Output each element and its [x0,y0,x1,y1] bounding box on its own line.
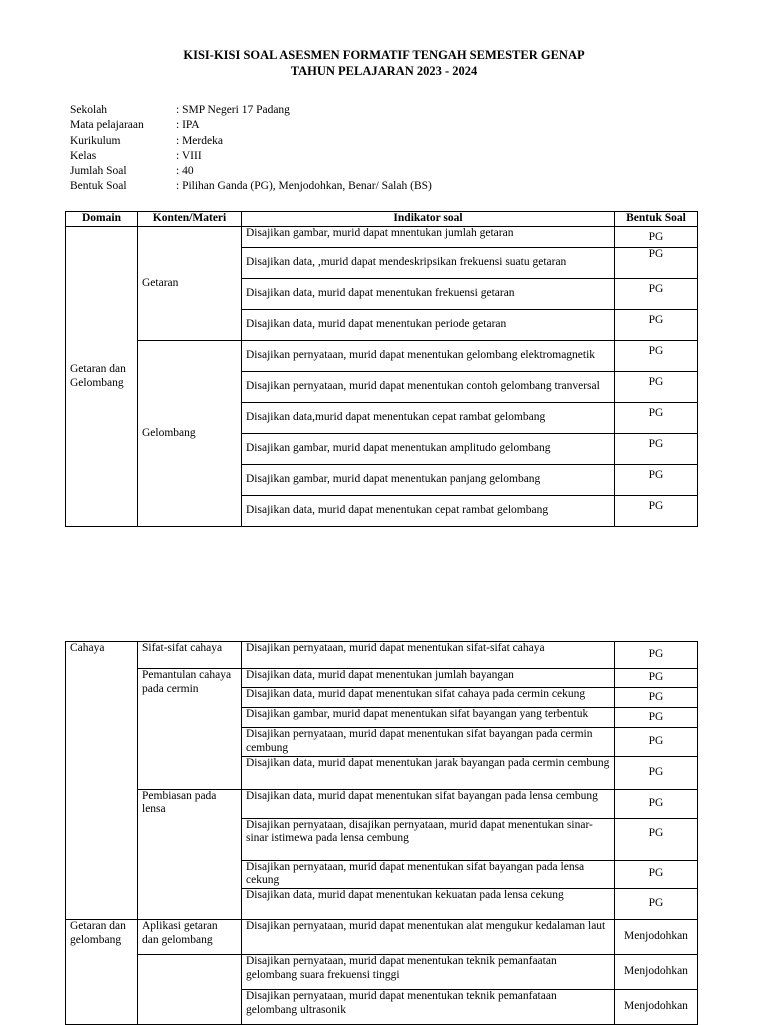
header-indikator: Indikator soal [242,212,615,227]
indikator-cell: Disajikan pernyataan, murid dapat menentukan gelombang elektromagnetik [242,341,615,372]
bentuk-cell: PG [615,403,698,434]
info-row [70,180,432,195]
indikator-cell: Disajikan data, murid dapat menentukan sifat cahaya pada cermin cekung [242,688,615,708]
info-value: : SMP Negeri 17 Padang [176,104,290,116]
domain-cell: Cahaya [66,642,138,920]
bentuk-cell: PG [615,669,698,688]
bentuk-cell: PG [615,279,698,310]
document-subtitle: TAHUN PELAJARAN 2023 - 2024 [290,64,478,78]
info-label: Jumlah Soal [70,165,127,178]
bentuk-cell: PG [615,818,698,860]
info-label: Kurikulum [70,134,121,147]
info-row [70,104,432,119]
info-label: Mata pelajaraan [70,119,144,132]
document-title: KISI-KISI SOAL ASESMEN FORMATIF TENGAH SEMESTER GENAP [183,48,585,62]
bentuk-cell: PG [615,860,698,889]
info-row [70,150,432,165]
konten-cell: Getaran [138,227,242,341]
table-header-row [66,212,698,227]
domain-cell: Getaran dan gelombang [66,920,138,1025]
bentuk-cell: PG [615,789,698,818]
table-row [66,955,698,990]
indikator-cell: Disajikan data, murid dapat menentukan sifat bayangan pada lensa cembung [242,789,615,818]
indikator-cell: Disajikan gambar, murid dapat mnentukan jumlah getaran [242,227,615,248]
kisi-kisi-table-2 [65,641,698,1025]
bentuk-cell: PG [615,708,698,728]
bentuk-cell: PG [615,465,698,496]
domain-cell: Getaran dan Gelombang [66,227,138,527]
indikator-cell: Disajikan data, murid dapat menentukan frekuensi getaran [242,279,615,310]
info-block [70,104,432,196]
bentuk-cell: PG [615,227,698,248]
indikator-cell: Disajikan pernyataan, murid dapat menentukan teknik pemanfaatan gelombang suara frekuensi tinggi [242,955,615,990]
bentuk-cell: PG [615,341,698,372]
konten-cell-empty [138,955,242,1025]
bentuk-cell: PG [615,310,698,341]
bentuk-cell: PG [615,372,698,403]
info-row [70,165,432,180]
header-konten: Konten/Materi [138,212,242,227]
bentuk-cell: PG [615,434,698,465]
bentuk-cell: PG [615,496,698,527]
info-value: : Merdeka [176,134,223,147]
table-row [66,642,698,669]
bentuk-cell: Menjodohkan [615,990,698,1025]
info-label: Kelas [70,149,97,162]
indikator-cell: Disajikan pernyataan, murid dapat menentukan sifat-sifat cahaya [242,642,615,669]
table-row [66,669,698,688]
info-label: Sekolah [70,104,108,116]
indikator-cell: Disajikan data, murid dapat menentukan jumlah bayangan [242,669,615,688]
konten-cell: Gelombang [138,341,242,527]
indikator-cell: Disajikan gambar, murid dapat menentukan panjang gelombang [242,465,615,496]
bentuk-cell: PG [615,728,698,757]
indikator-cell: Disajikan gambar, murid dapat menentukan sifat bayangan yang terbentuk [242,708,615,728]
indikator-cell: Disajikan pernyataan, disajikan pernyataan, murid dapat menentukan sinar-sinar istimewa pada lensa cembung [242,818,615,860]
indikator-cell: Disajikan pernyataan, murid dapat menentukan sifat bayangan pada lensa cekung [242,860,615,889]
konten-cell: Aplikasi getaran dan gelombang [138,920,242,955]
indikator-cell: Disajikan data, murid dapat menentukan cepat rambat gelombang [242,496,615,527]
indikator-cell: Disajikan data, murid dapat menentukan periode getaran [242,310,615,341]
header-domain: Domain [66,212,138,227]
konten-cell: Pembiasan pada lensa [138,789,242,920]
indikator-cell: Disajikan data,murid dapat menentukan cepat rambat gelombang [242,403,615,434]
bentuk-cell: PG [615,889,698,920]
info-value: : IPA [176,119,200,132]
table-row [66,789,698,818]
table-row [66,920,698,955]
table-row [66,227,698,248]
bentuk-cell: PG [615,688,698,708]
bentuk-cell: Menjodohkan [615,920,698,955]
info-value: : 40 [176,165,194,178]
header-bentuk: Bentuk Soal [615,212,698,227]
indikator-cell: Disajikan data, murid dapat menentukan kekuatan pada lensa cekung [242,889,615,920]
indikator-cell: Disajikan pernyataan, murid dapat menentukan sifat bayangan pada cermin cembung [242,728,615,757]
indikator-cell: Disajikan data, murid dapat menentukan jarak bayangan pada cermin cembung [242,756,615,789]
bentuk-cell: PG [615,248,698,279]
indikator-cell: Disajikan pernyataan, murid dapat menentukan teknik pemanfataan gelombang ultrasonik [242,990,615,1025]
info-row [70,135,432,150]
indikator-cell: Disajikan pernyataan, murid dapat menentukan contoh gelombang tranversal [242,372,615,403]
indikator-cell: Disajikan data, ,murid dapat mendeskripsikan frekuensi suatu getaran [242,248,615,279]
indikator-cell: Disajikan pernyataan, murid dapat menentukan alat mengukur kedalaman laut [242,920,615,955]
indikator-cell: Disajikan gambar, murid dapat menentukan amplitudo gelombang [242,434,615,465]
konten-cell: Pemantulan cahaya pada cermin [138,669,242,790]
info-label: Bentuk Soal [70,180,127,193]
bentuk-cell: PG [615,756,698,789]
bentuk-cell: PG [615,642,698,669]
kisi-kisi-table-1 [65,211,698,527]
info-value: : VIII [176,149,202,162]
info-row [70,119,432,134]
konten-cell: Sifat-sifat cahaya [138,642,242,669]
info-value: : Pilihan Ganda (PG), Menjodohkan, Benar/ Salah (BS) [176,180,432,193]
table-row [66,341,698,372]
bentuk-cell: Menjodohkan [615,955,698,990]
